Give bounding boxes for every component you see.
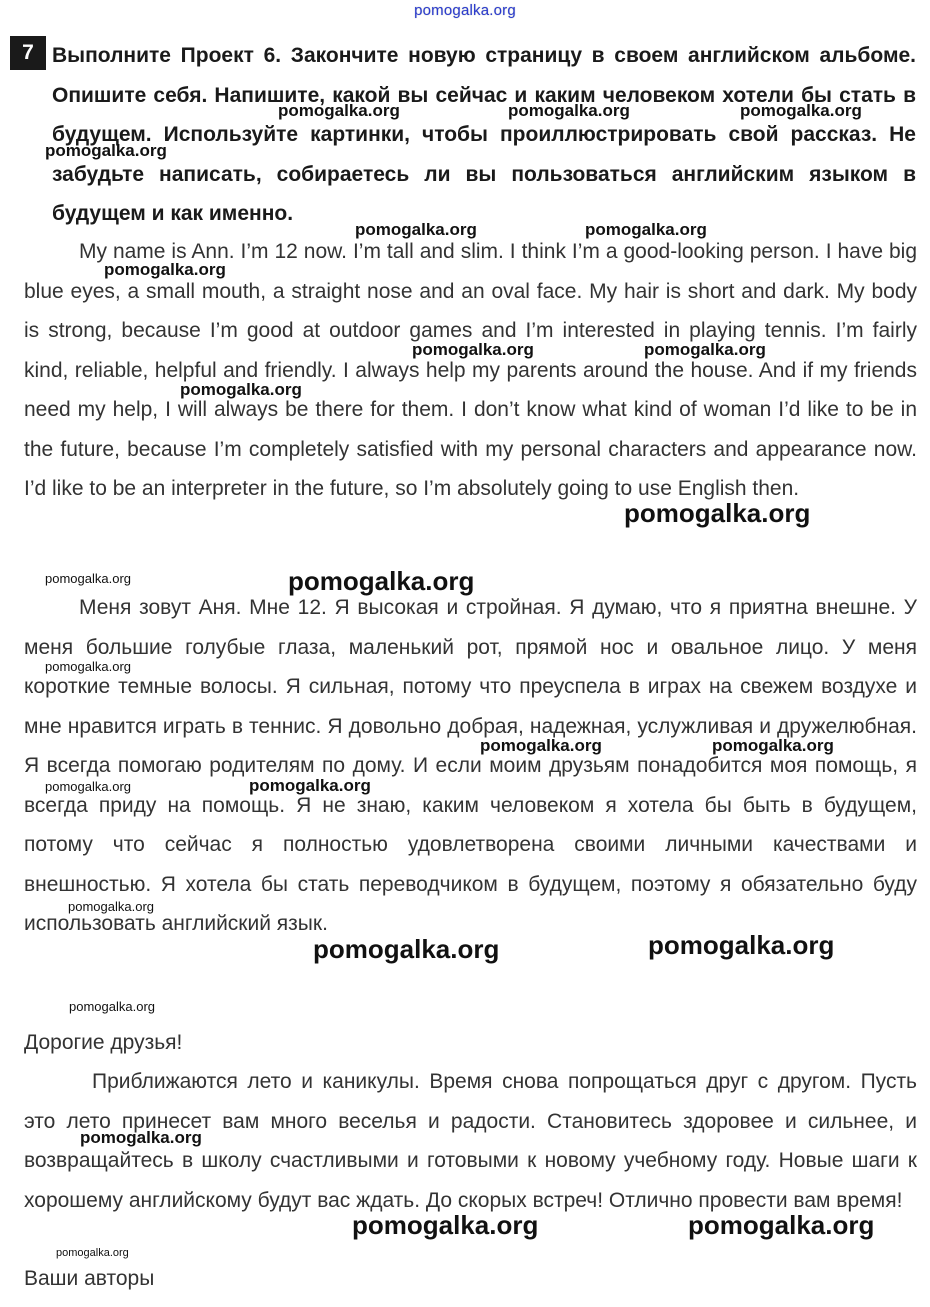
watermark: pomogalka.org — [56, 1247, 129, 1259]
watermark: pomogalka.org — [180, 380, 302, 399]
watermark: pomogalka.org — [45, 141, 167, 160]
watermark: pomogalka.org — [644, 340, 766, 359]
watermark: pomogalka.org — [585, 220, 707, 239]
watermark: pomogalka.org — [624, 498, 811, 528]
russian-translation: Меня зовут Аня. Мне 12. Я высокая и стройная. Я думаю, что я приятна внешне. У меня большие голубые глаза, маленький рот, прямой нос и овальное лицо. У меня короткие темные волосы. Я сильная, потому что преуспела в играх на свежем воздухе и мне нравится играть в теннис. Я довольно добрая, надежная, услужливая и дружелюбная. Я всегда помогаю родителям по дому. И если моим друзьям понадобится моя помощь, я всегда приду на помощь. Я не знаю, каким человеком я хотела бы быть в будущем, потому что сейчас я полностью удовлетворена своими личными качествами и внешностью. Я хотела бы стать переводчиком в будущем, поэтому я обязательно буду использовать английский язык. — [24, 596, 917, 935]
watermark: pomogalka.org — [688, 1210, 875, 1240]
watermark: pomogalka.org — [648, 930, 835, 960]
watermark: pomogalka.org — [278, 101, 400, 120]
watermark: pomogalka.org — [45, 659, 131, 674]
task-number-badge: 7 — [10, 36, 46, 70]
watermark: pomogalka.org — [480, 736, 602, 755]
letter-greeting: Дорогие друзья! — [24, 1031, 183, 1054]
watermark: pomogalka.org — [69, 999, 155, 1014]
watermark: pomogalka.org — [45, 779, 131, 794]
watermark: pomogalka.org — [104, 260, 226, 279]
letter-signature: Ваши авторы — [24, 1267, 155, 1290]
watermark: pomogalka.org — [712, 736, 834, 755]
watermark: pomogalka.org — [45, 571, 131, 586]
watermark: pomogalka.org — [352, 1210, 539, 1240]
watermark: pomogalka.org — [80, 1128, 202, 1147]
watermark: pomogalka.org — [740, 101, 862, 120]
watermark: pomogalka.org — [313, 934, 500, 964]
watermark: pomogalka.org — [249, 776, 371, 795]
letter-body: Приближаются лето и каникулы. Время снова попрощаться друг с другом. Пусть это лето принесет вам много веселья и радости. Становитесь здоровее и сильнее, и возвращайтесь в школу счастливыми и готовыми к новому учебному году. Новые шаги к хорошему английскому будут вас ждать. До скорых встреч! Отлично провести вам время! — [24, 1070, 917, 1212]
watermark: pomogalka.org — [355, 220, 477, 239]
watermark: pomogalka.org — [508, 101, 630, 120]
watermark: pomogalka.org — [68, 899, 154, 914]
watermark: pomogalka.org — [412, 340, 534, 359]
site-watermark-header: pomogalka.org — [414, 2, 516, 19]
english-paragraph: My name is Ann. I’m 12 now. I’m tall and slim. I think I’m a good-looking person. I have big blue eyes, a small mouth, a straight nose and an oval face. My hair is short and dark. My body is strong, because I’m good at outdoor games and I’m interested in playing tennis. I’m fairly kind, reliable, helpful and friendly. I always help my parents around the house. And if my friends need my help, I will always be there for them. I don’t know what kind of woman I’d like to be in the future, because I’m completely satisfied with my personal characters and appearance now. I’d like to be an interpreter in the future, so I’m absolutely going to use English then. — [24, 240, 917, 500]
watermark: pomogalka.org — [288, 566, 475, 596]
task-instructions: Выполните Проект 6. Закончите новую страницу в своем английском альбоме. Опишите себя. Напишите, какой вы сейчас и каким человеком хотели бы стать в будущем. Используйте картинки, чтобы проиллюстрировать свой рассказ. Не забудьте написать, собираетесь ли вы пользоваться английским языком в будущем и как именно. — [52, 44, 916, 225]
